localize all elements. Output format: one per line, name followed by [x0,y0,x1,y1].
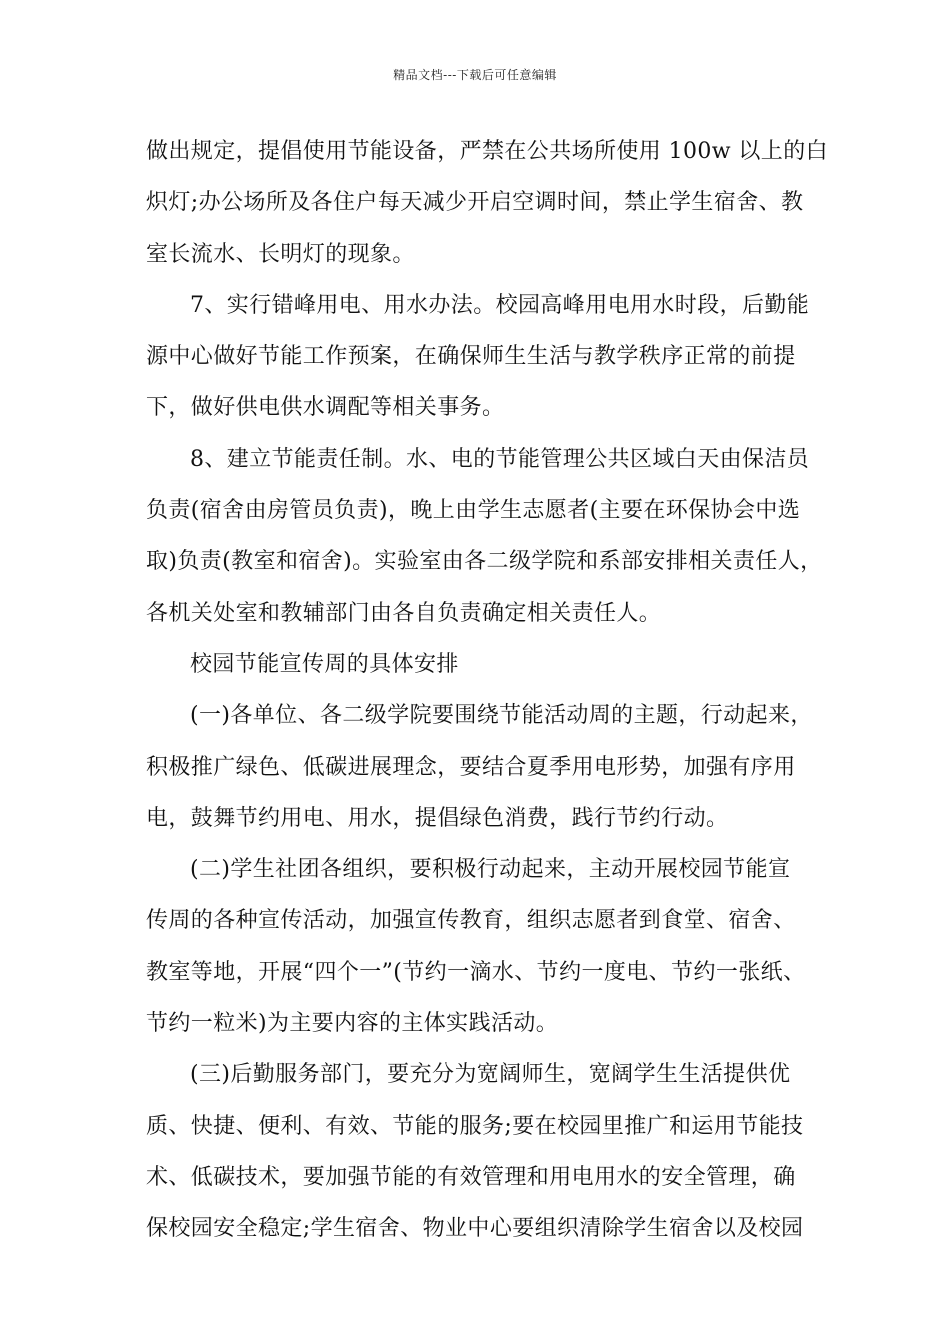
text-line: (二)学生社团各组织，要积极行动起来，主动开展校园节能宣 [190,857,791,883]
text-line: 传周的各种宣传活动，加强宣传教育，组织志愿者到食堂、宿舍、 [146,908,796,934]
text-line: (三)后勤服务部门，要充分为宽阔师生，宽阔学生生活提供优 [190,1062,791,1088]
text-line: 下，做好供电供水调配等相关事务。 [146,395,505,421]
text-line: 各机关处室和教辅部门由各自负责确定相关责任人。 [146,600,662,626]
document-body [146,133,836,1262]
text-line: 保校园安全稳定;学生宿舍、物业中心要组织清除学生宿舍以及校园 [146,1216,804,1242]
text-line: 质、快捷、便利、有效、节能的服务;要在校园里推广和运用节能技 [146,1113,804,1139]
text-line: 术、低碳技术，要加强节能的有效管理和用电用水的安全管理，确 [146,1164,796,1190]
text-line: 校园节能宣传周的具体安排 [190,651,459,677]
text-line: 室长流水、长明灯的现象。 [146,241,415,267]
text-line: 8、建立节能责任制。水、电的节能管理公共区域白天由保洁员 [190,446,810,472]
text-line: 源中心做好节能工作预案，在确保师生生活与教学秩序正常的前提 [146,344,796,370]
page-header: 精品文档---下载后可任意编辑 [393,68,557,82]
text-line: 取)负责(教室和宿舍)。实验室由各二级学院和系部安排相关责任人， [146,549,823,575]
text-line: 教室等地，开展“四个一”(节约一滴水、节约一度电、节约一张纸、 [146,959,806,985]
text-line: 炽灯;办公场所及各住户每天减少开启空调时间，禁止学生宿舍、教 [146,190,804,216]
text-line: 7、实行错峰用电、用水办法。校园高峰用电用水时段，后勤能 [190,292,810,318]
text-line: 节约一粒米)为主要内容的主体实践活动。 [146,1011,559,1037]
text-line: (一)各单位、各二级学院要围绕节能活动周的主题，行动起来， [190,703,813,729]
text-line: 电，鼓舞节约用电、用水，提倡绿色消费，践行节约行动。 [146,805,729,831]
text-line: 积极推广绿色、低碳进展理念，要结合夏季用电形势，加强有序用 [146,754,796,780]
text-line: 负责(宿舍由房管员负责)，晚上由学生志愿者(主要在环保协会中选 [146,498,801,524]
text-line: 做出规定，提倡使用节能设备，严禁在公共场所使用 100w 以上的白 [146,139,829,164]
